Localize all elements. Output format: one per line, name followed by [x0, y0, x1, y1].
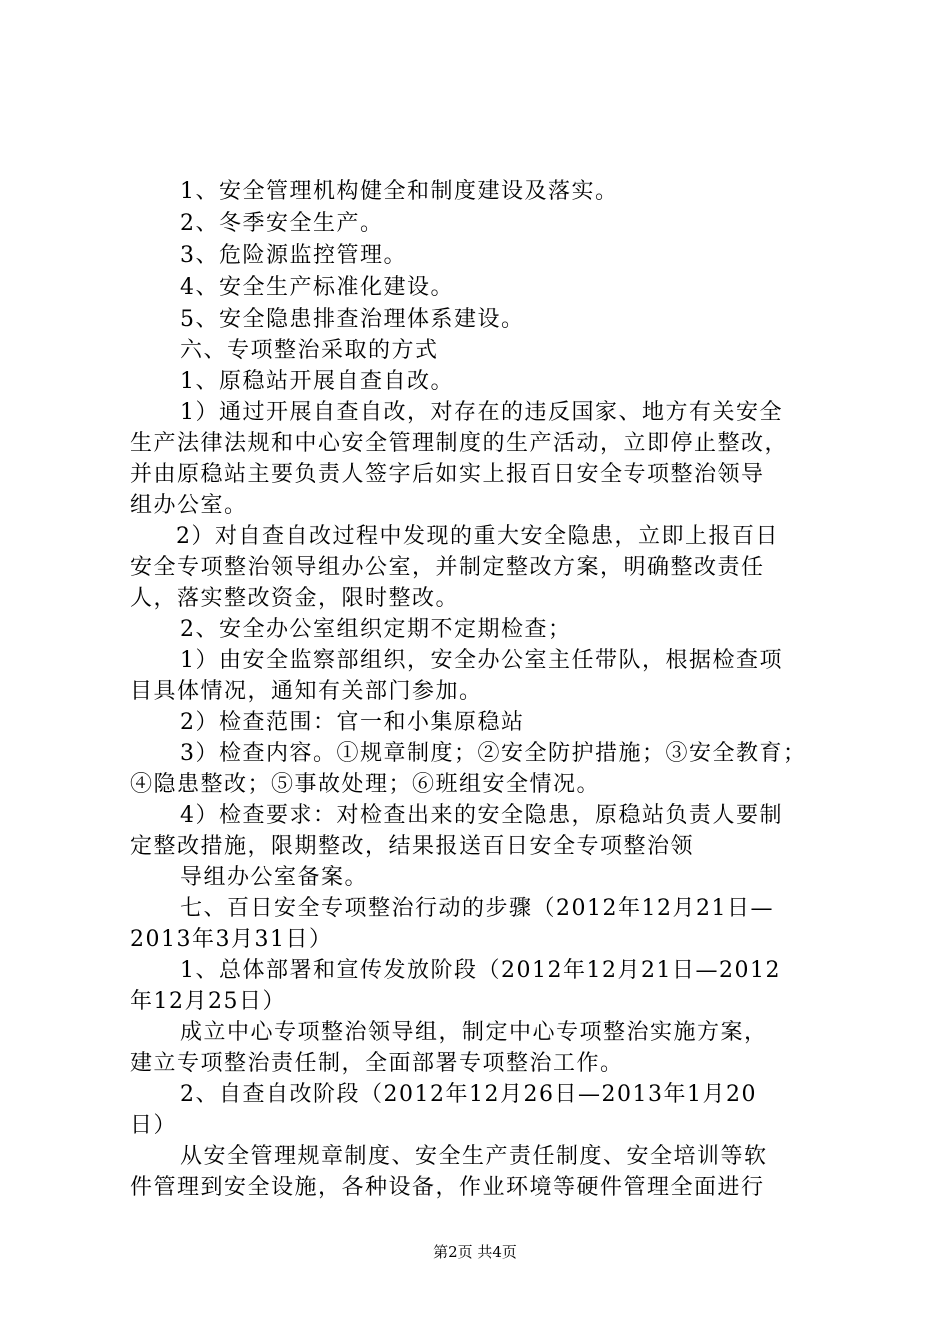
list-item: 2、冬季安全生产。	[180, 211, 384, 236]
paragraph-line: 安全专项整治领导组办公室，并制定整改方案，明确整改责任	[130, 555, 765, 580]
paragraph-line: 人，落实整改资金，限时整改。	[130, 586, 460, 611]
paragraph-line: 组办公室。	[130, 493, 248, 518]
paragraph-line: 生产法律法规和中心安全管理制度的生产活动，立即停止整改，	[130, 431, 789, 456]
paragraph-line: 1）由安全监察部组织，安全办公室主任带队，根据检查项	[180, 648, 783, 673]
paragraph-line: 2）检查范围：官一和小集原稳站	[180, 710, 525, 735]
paragraph-line: 并由原稳站主要负责人签字后如实上报百日安全专项整治领导	[130, 462, 765, 487]
subsection-heading: 2、安全办公室组织定期不定期检查；	[180, 617, 572, 642]
paragraph-line: ④隐患整改；⑤事故处理；⑥班组安全情况。	[130, 772, 601, 797]
list-item: 4、安全生产标准化建设。	[180, 275, 454, 300]
subsection-heading: 2、自查自改阶段（2012年12月26日—2013年1月20	[180, 1082, 757, 1107]
paragraph-line: 定整改措施，限期整改，结果报送百日安全专项整治领	[130, 834, 695, 859]
paragraph-line: 从安全管理规章制度、安全生产责任制度、安全培训等软	[180, 1144, 768, 1169]
paragraph-line: 4）检查要求：对检查出来的安全隐患，原稳站负责人要制	[180, 803, 783, 828]
list-item: 5、安全隐患排查治理体系建设。	[180, 307, 525, 332]
paragraph-line: 成立中心专项整治领导组，制定中心专项整治实施方案，	[180, 1020, 768, 1045]
paragraph-line: 导组办公室备案。	[180, 865, 369, 890]
paragraph-line: 建立专项整治责任制，全面部署专项整治工作。	[130, 1051, 624, 1076]
paragraph-line: 件管理到安全设施，各种设备，作业环境等硬件管理全面进行	[130, 1175, 765, 1200]
subsection-heading: 1、总体部署和宣传发放阶段（2012年12月21日—2012	[180, 958, 781, 983]
paragraph-line: 1）通过开展自查自改，对存在的违反国家、地方有关安全	[180, 400, 783, 425]
paragraph-line: 2）对自查自改过程中发现的重大安全隐患，立即上报百日	[176, 524, 779, 549]
subsection-heading: 年12月25日）	[130, 989, 286, 1014]
paragraph-line: 3）检查内容。①规章制度；②安全防护措施；③安全教育；	[180, 741, 807, 766]
section-heading: 七、百日安全专项整治行动的步骤（2012年12月21日—	[180, 896, 774, 921]
page-footer: 第2页 共4页	[433, 1243, 517, 1261]
paragraph-line: 目具体情况，通知有关部门参加。	[130, 679, 483, 704]
list-item: 3、危险源监控管理。	[180, 243, 407, 268]
section-heading: 2013年3月31日）	[130, 927, 333, 952]
subsection-heading: 1、原稳站开展自查自改。	[180, 369, 454, 394]
list-item: 1、安全管理机构健全和制度建设及落实。	[180, 179, 619, 204]
subsection-heading: 日）	[130, 1113, 178, 1138]
section-heading: 六、专项整治采取的方式	[180, 338, 439, 363]
